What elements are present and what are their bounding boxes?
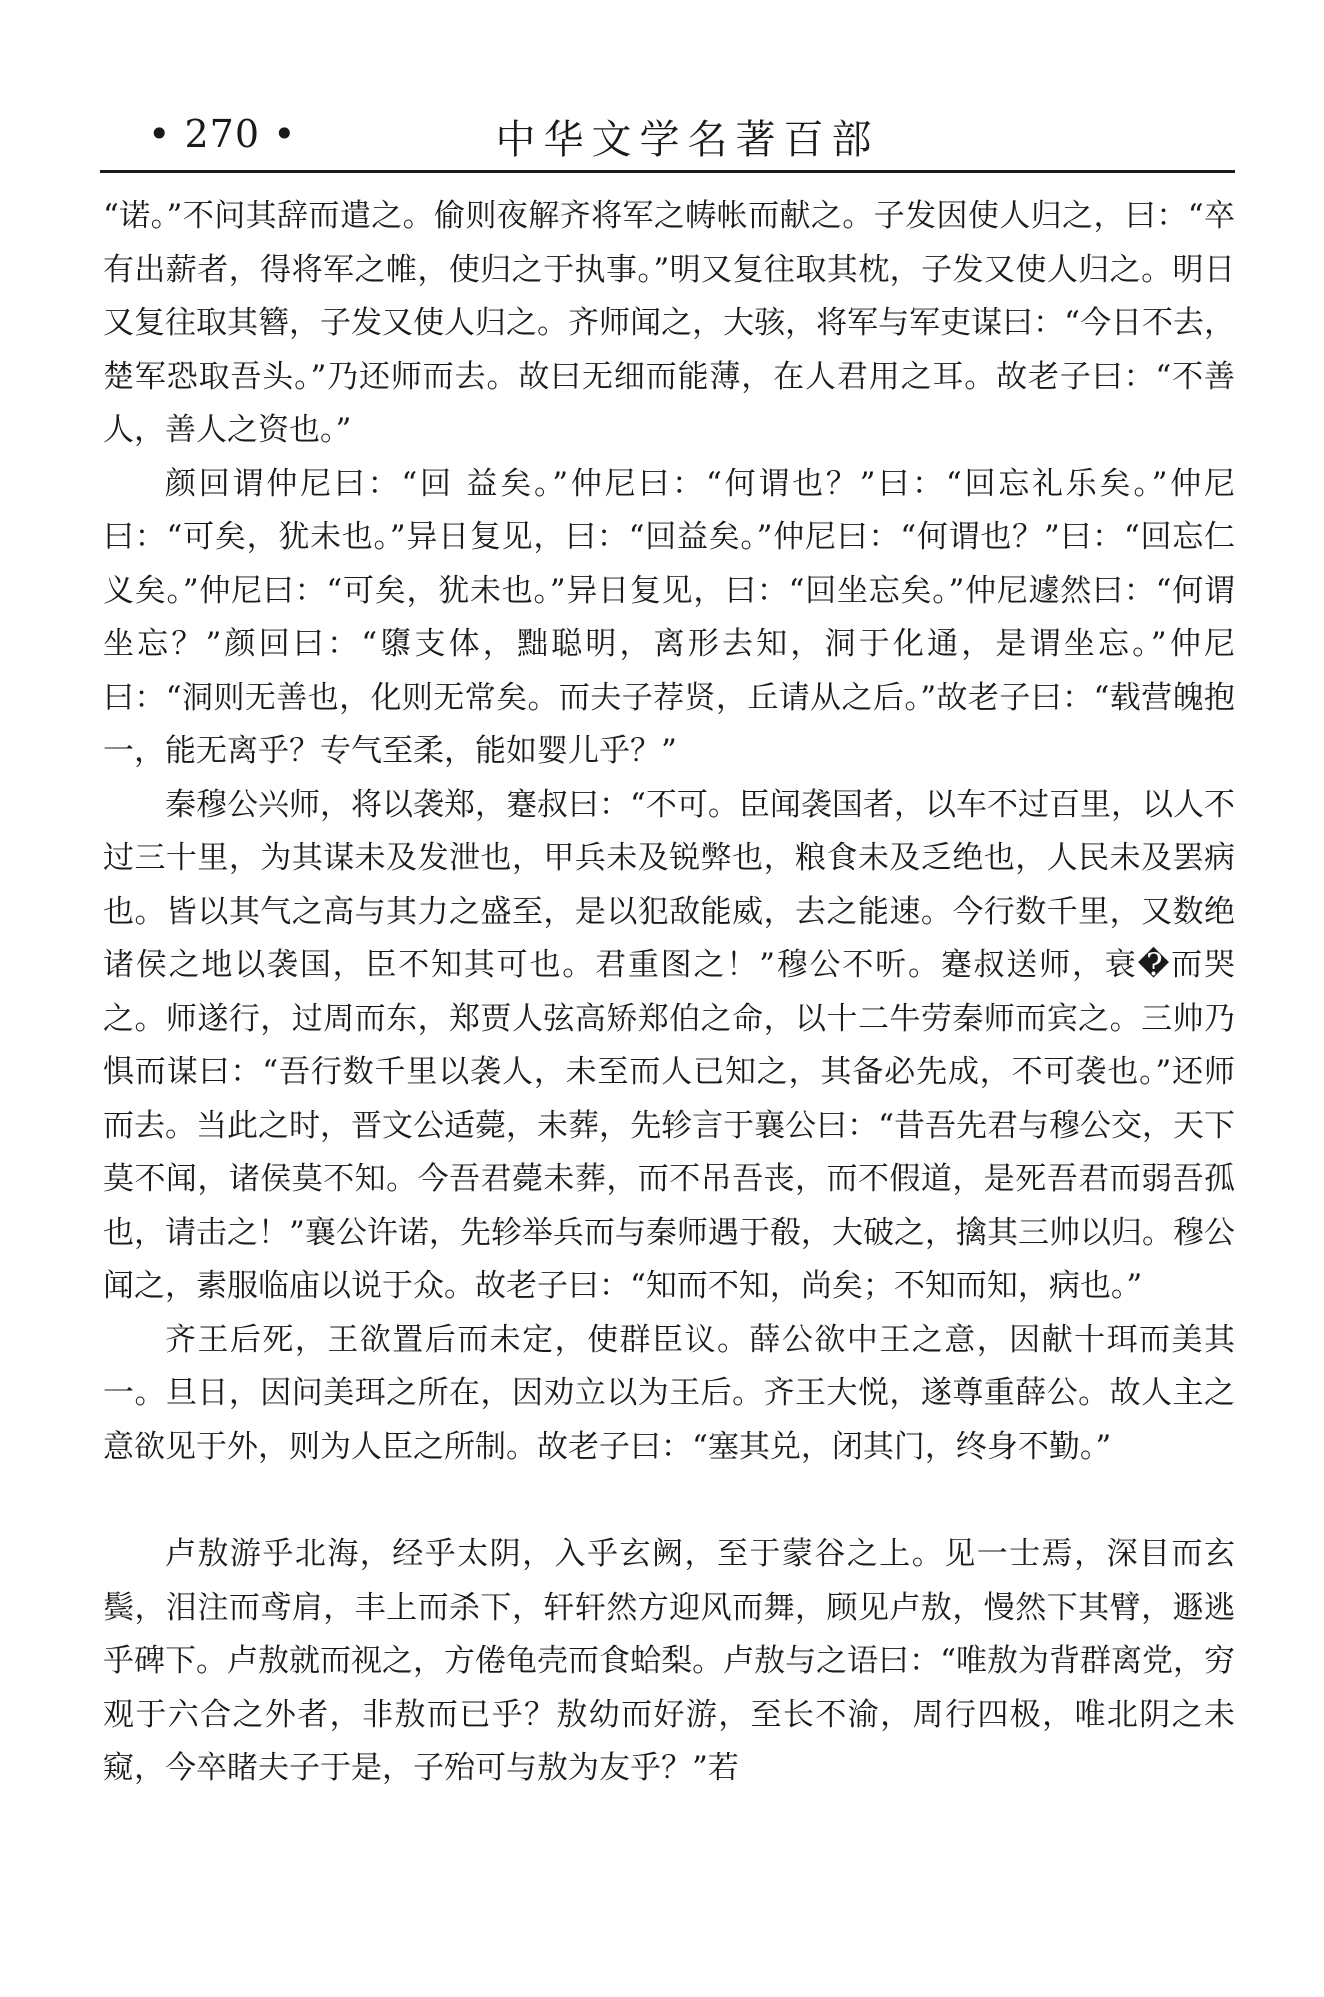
page-body bbox=[103, 190, 1235, 1796]
paragraph: 秦穆公兴师，将以袭郑，蹇叔曰：“不可。臣闻袭国者，以车不过百里，以人不过三十里，为其谋未及发泄也，甲兵未及锐弊也，粮食未及乏绝也，人民未及罢病也。皆以其气之高与其力之盛至，是以犯敌能威，去之能速。今行数千里，又数绝诸侯之地以袭国，臣不知其可也。君重图之！”穆公不听。蹇叔送师，衰�而哭之。师遂行，过周而东，郑贾人弦高矫郑伯之命，以十二牛劳秦师而宾之。三帅乃惧而谋曰：“吾行数千里以袭人，未至而人已知之，其备必先成，不可袭也。”还师而去。当此之时，晋文公适薨，未葬，先轸言于襄公曰：“昔吾先君与穆公交，天下莫不闻，诸侯莫不知。今吾君薨未葬，而不吊吾丧，而不假道，是死吾君而弱吾孤也，请击之！”襄公许诺，先轸举兵而与秦师遇于殽，大破之，擒其三帅以归。穆公闻之，素服临庙以说于众。故老子曰：“知而不知，尚矣；不知而知，病也。” bbox=[103, 786, 1235, 1304]
paragraph: 卢敖游乎北海，经乎太阴，入乎玄阙，至于蒙谷之上。见一士焉，深目而玄鬓，泪注而鸢肩，丰上而杀下，轩轩然方迎风而舞，顾见卢敖，慢然下其臂，遯逃乎碑下。卢敖就而视之，方倦龟壳而食蛤梨。卢敖与之语曰：“唯敖为背群离党，穷观于六合之外者，非敖而已乎？敖幼而好游，至长不渝，周行四极，唯北阴之未窥，今卒睹夫子于是，子殆可与敖为友乎？”若 bbox=[103, 1536, 1235, 1786]
page-header bbox=[100, 108, 1235, 168]
paragraph: 齐王后死，王欲置后而未定，使群臣议。薛公欲中王之意，因献十珥而美其一。旦日，因问美珥之所在，因劝立以为王后。齐王大悦，遂尊重薛公。故人主之意欲见于外，则为人臣之所制。故老子曰：“塞其兑，闭其门，终身不勤。” bbox=[103, 1321, 1235, 1465]
book-title: 中华文学名著百部 bbox=[495, 117, 880, 163]
page-number: • 270 • bbox=[148, 112, 297, 156]
paragraph: 颜回谓仲尼曰：“回 益矣。”仲尼曰：“何谓也？”曰：“回忘礼乐矣。”仲尼曰：“可矣，犹未也。”异日复见，曰：“回益矣。”仲尼曰：“何谓也？”曰：“回忘仁义矣。”仲尼曰：“可矣，犹未也。”异日复见，曰：“回坐忘矣。”仲尼遽然曰：“何谓坐忘？”颜回曰：“隳支体，黜聪明，离形去知，洞于化通，是谓坐忘。”仲尼曰：“洞则无善也，化则无常矣。而夫子荐贤，丘请从之后。”故老子曰：“载营魄抱一，能无离乎？专气至柔，能如婴儿乎？” bbox=[103, 465, 1235, 769]
paragraph: “诺。”不问其辞而遣之。偷则夜解齐将军之帱帐而献之。子发因使人归之，曰：“卒有出薪者，得将军之帷，使归之于执事。”明又复往取其枕，子发又使人归之。明日又复往取其簪，子发又使人归之。齐师闻之，大骇，将军与军吏谋曰：“今日不去，楚军恐取吾头。”乃还师而去。故曰无细而能薄，在人君用之耳。故老子曰：“不善人，善人之资也。” bbox=[103, 198, 1235, 448]
header-rule bbox=[100, 170, 1235, 173]
